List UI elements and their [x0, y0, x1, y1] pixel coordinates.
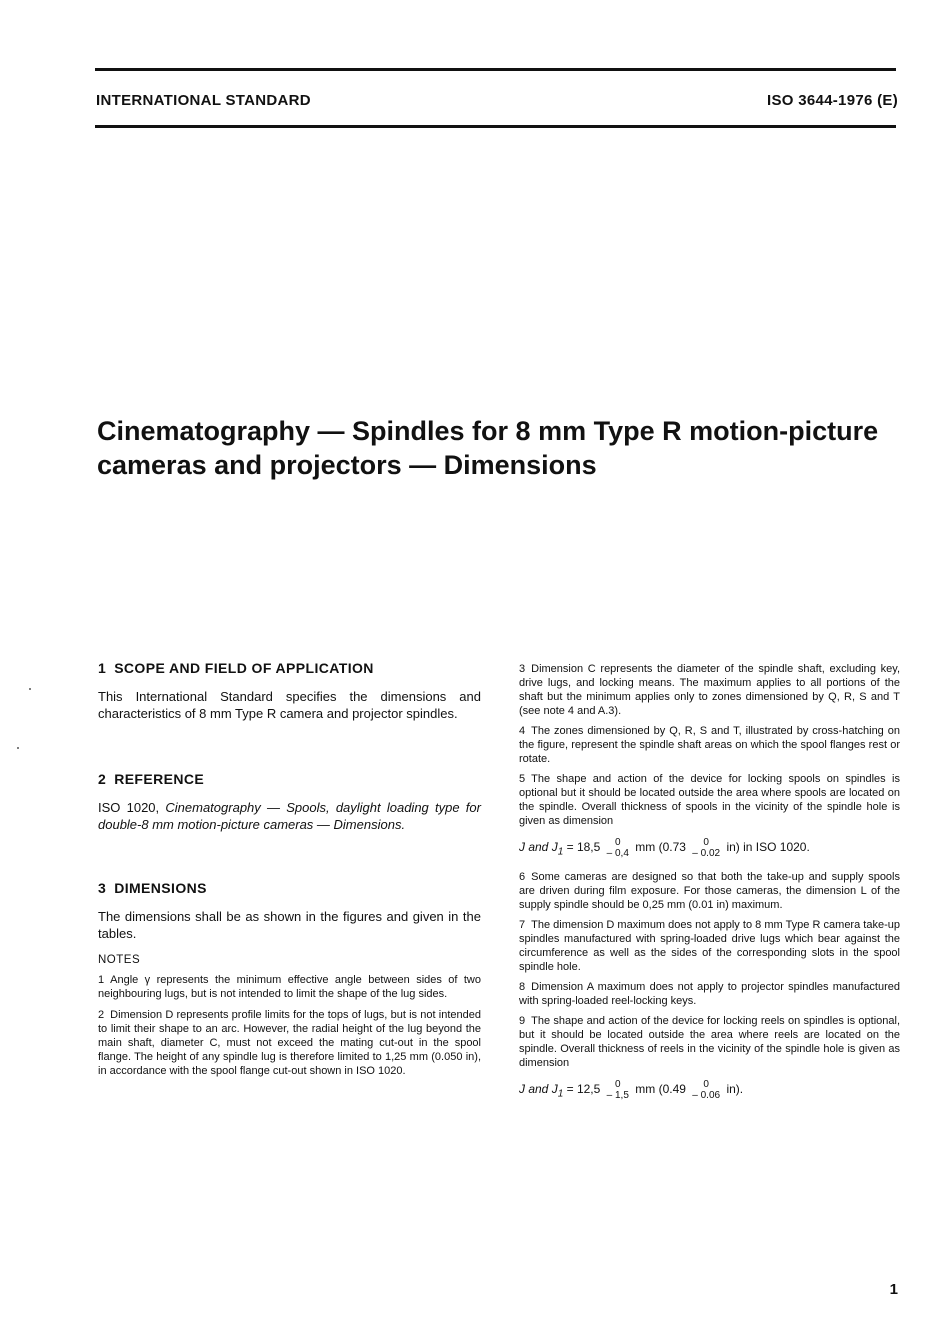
- page-number: 1: [889, 1281, 898, 1298]
- note-2: 2 Dimension D represents profile limits for the tops of lugs, but is not intended to limit their shape to an arc. However, the radial height of the lug beyond the main shaft, diameter C, must not exceed the mating cut-out in the spool flange. The height of any spindle lug is therefore limited to 1,25 mm (0.050 in), in accordance with the spool flange cut-out shown in ISO 1020.: [98, 1009, 481, 1077]
- reference-text: [98, 799, 481, 833]
- header-document-number: ISO 3644-1976 (E): [766, 92, 898, 109]
- tolerance-in: 0 – 0.02: [692, 837, 721, 859]
- reference-number: ISO 1020,: [98, 800, 160, 815]
- title-line-1: Cinematography — Spindles for 8 mm Type R motion-picture: [97, 416, 879, 446]
- note-3: 3 Dimension C represents the diameter of the spindle shaft, excluding key, drive lugs, and locking means. The maximum applies to all portions of the shaft but the minimum applies only to zones dimensioned by Q, R, S and T (see note 4 and A.3).: [519, 663, 900, 717]
- section-heading-dimensions: 3 DIMENSIONS: [98, 880, 207, 896]
- formula-spool-thickness: J and $J_1 = 18,5$ 0 – 0,4 mm (0.73 0 – 0.02 in) in ISO 1020.: [519, 837, 810, 859]
- header-top-rule: [95, 68, 896, 71]
- scan-speck: [17, 747, 19, 749]
- tolerance-in: 0 – 0.06: [692, 1078, 721, 1101]
- right-column: [519, 662, 900, 1102]
- note-8: 8 Dimension A maximum does not apply to projector spindles manufactured with spring-loaded reel-locking keys.: [519, 980, 900, 1007]
- title-line-2: cameras and projectors — Dimensions: [97, 450, 597, 480]
- section-heading-scope: 1 SCOPE AND FIELD OF APPLICATION: [98, 660, 374, 676]
- note-4: 4 The zones dimensioned by Q, R, S and T, illustrated by cross-hatching on the figure, represent the spindle shaft areas on which the spool flanges rest or rotate.: [519, 725, 900, 765]
- note-6: 6 Some cameras are designed so that both the take-up and supply spools are driven during film exposure. For those cameras, the dimension L of the supply spindle should be 0,25 mm (0.01 in) maximum.: [519, 870, 900, 911]
- reference-title: Cinematography — Spools, daylight loading type for double-8 mm motion-picture cameras — Dimensions.: [98, 800, 481, 832]
- tolerance-mm: 0 – 0,4: [606, 837, 629, 859]
- tolerance-mm: 0 – 1,5: [606, 1078, 629, 1101]
- scan-speck: [29, 688, 31, 690]
- note-9: 9 The shape and action of the device for locking reels on spindles is optional, but it should be located outside the area where reels are located on the spindle. Overall thickness of reels in the vicinity of the spindle hole is given as dimension: [519, 1014, 900, 1069]
- formula-reel-thickness: J and $J_1 = 12,5$ 0 – 1,5 mm (0.49 0 – 0.06 in).: [519, 1078, 744, 1101]
- note-7: 7 The dimension D maximum does not apply to 8 mm Type R camera take-up spindles manufactured with spring-loaded drive lugs which bear against the circumference as well as the sides of the corresponding slots in the spool spindle hole.: [519, 918, 900, 973]
- dimensions-text: The dimensions shall be as shown in the figures and given in the tables.: [98, 909, 481, 941]
- left-column: [98, 660, 481, 1078]
- header-bottom-rule: [95, 125, 896, 128]
- header-standard-label: INTERNATIONAL STANDARD: [96, 92, 311, 109]
- section-heading-reference: 2 REFERENCE: [98, 771, 205, 787]
- note-1: 1 Angle γ represents the minimum effective angle between sides of two neighbouring lugs, but is not intended to limit the shape of the lug sides.: [98, 974, 481, 1000]
- scope-text: This International Standard specifies the dimensions and characteristics of 8 mm Type R camera and projector spindles.: [98, 689, 481, 721]
- document-title: [97, 414, 917, 482]
- note-5: 5 The shape and action of the device for locking spools on spindles is optional but it should be located outside the area where spools are located on the spindle. Overall thickness of spools in the vicinity of the spindle hole is given as dimension: [519, 773, 900, 827]
- notes-heading: NOTES: [98, 954, 141, 966]
